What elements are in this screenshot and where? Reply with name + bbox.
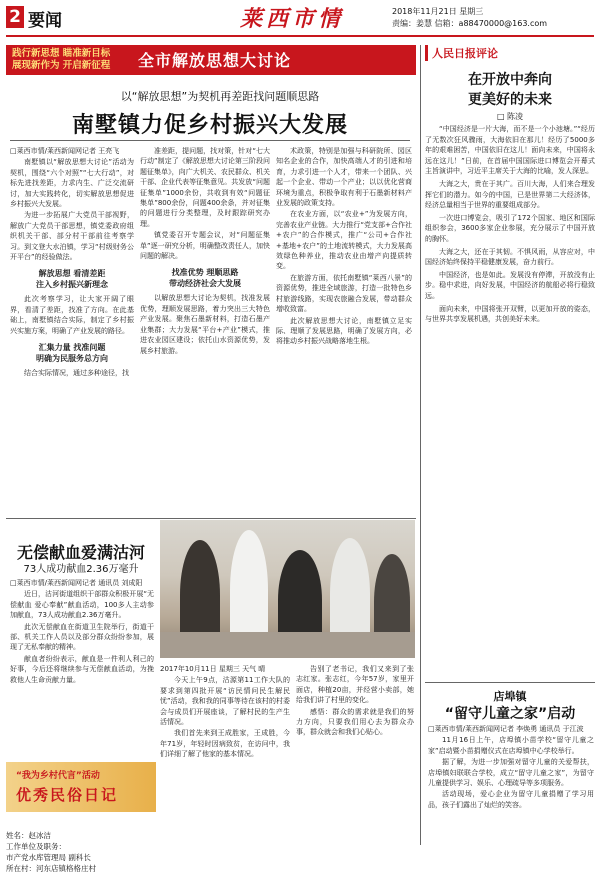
header-info [392,6,547,30]
diary-paragraph: 我们首先来到王成胜家，王成胜，今年71岁，年轻时因病致贫，在访问中，我们详细了解了他家的基本情况。 [160,729,290,759]
banner-slogan-line1: 践行新思想 瞄准新目标 [12,48,111,59]
article-paragraph: 此次解放思想大讨论，南墅镇立足实际、理顺了发展思路，明确了发展方向，必将推动乡村振兴战略落地生根。 [276,316,412,346]
story2-subheadline: 73人成功献血2.36万毫升 [23,564,139,575]
subhead-line: 注入乡村振兴新理念 [36,280,108,290]
story3-paragraph: 据了解，为进一步加强对留守儿童的关爱帮扶，店埠镇妇联联合学校，成立“留守儿童之家”，为留守儿童提供学习、娱乐、心理疏导等多项服务。 [428,758,594,788]
story3-dateline: □莱西市情/莱西新闻网记者 李焕勇 通讯员 于江波 [428,725,584,733]
article-headline: 南墅镇力促乡村振兴大发展 [71,113,348,138]
article-paragraph: 以解放思想大讨论为契机，找准发展优势，理顺发展思路，着力突出三大特色产业发展。聚焦石墨新材料，打造石墨产业集群；大力发展“平台+产业”模式，推进农业园区建设；依托山水资源优势，发展乡村旅游。 [140,294,270,355]
article-paragraph: 为进一步拓展广大党员干部视野，解放广大党员干部思想，镇党委政府组织机关干部、部分村干部前往考察学习。到文登大水泊镇，学习“村级财务公开平台”的经验做法。 [10,211,134,262]
author-name: 姓名：赵冰洁 [6,831,51,840]
page-header [0,0,600,38]
diary-dateline: 2017年10月11日 星期三 天气 晴 [160,665,266,673]
diary-paragraph: 感悟：群众的需求就是我们的努力方向，只要我们用心去为群众办事，群众就会和我们心贴心。 [296,707,414,737]
story-divider [425,682,595,683]
story2-body [10,578,154,750]
article-paragraph: 准差距，提问题，找对策，针对“七大行动”制定了《解放思想大讨论第三阶段问题征集单》，向广大机关、农民群众、机关干部、企业代表等征集意见。共发放“问题征集单”1000余份，共收到有效“问题征集单”800余份，问题400余条，并对征集的问题进行分类整理，及时跟踪研究办理。 [140,147,270,228]
diary-promo-box [6,762,156,812]
author-info [6,830,156,874]
article-dateline: □莱西市情/莱西新闻网记者 王亮飞 [10,147,120,155]
story2-dateline: □莱西市情/莱西新闻网记者 通讯员 刘成阳 [10,579,143,587]
article-paragraph: 南墅镇以“解放思想大讨论”活动为契机，围绕“六个对照”“七大行动”，对标先进找差距，力求内生、广泛交流研讨，加大实践转化，切实解放思想促进乡村振兴大发展。 [10,158,134,209]
story3-headline: “留守儿童之家”启动 [444,706,576,722]
banner-title: 全市解放思想大讨论 [138,51,292,70]
page-number: 2 [6,6,24,28]
masthead: 莱西市情 [240,6,345,32]
article-paragraph: 此次考察学习，让大家开阔了眼界，看清了差距，找准了方向。在此基础上，南墅镇结合实际，制定了乡村振兴实施方案，明确了产业发展的路径。 [10,295,134,335]
commentary-column [425,45,595,325]
blood-donation-photo [160,520,415,658]
commentary-paragraph: 中国经济，也是如此。发展没有停滞，开放没有止步。稳中求进，向好发展，中国经济的航船必将行稳致远。 [425,270,595,300]
author-work: 市产党水库管理局 副科长 [6,853,91,862]
story2-headline: 无偿献血爱满沽河 [16,543,145,562]
subhead-line: 找准优势 理顺思路 [171,268,239,278]
story-divider [6,518,416,519]
article-paragraph: 在农业方面，以“农业+”为发展方向，完善农业产业链。大力推行“党支部+合作社+农户”的合作模式，推广“公司+合作社+基地+农户”的土地流转模式，大力发展高效绿色种养业，推动农业由增产向提质转变。 [276,210,412,271]
commentary-paragraph: 面向未来，中国将张开双臂，以更加开放的姿态，与世界共享发展机遇，共创美好未来。 [425,304,595,324]
banner-slogan [12,48,110,72]
article-column-3 [276,146,412,514]
campaign-banner [6,45,416,75]
header-rule [6,35,594,37]
subhead-line: 带动经济社会大发展 [169,279,241,289]
commentary-section-label: 人民日报评论 [425,45,595,61]
subhead-line: 汇集力量 找准问题 [38,343,106,353]
article-paragraph: 在旅游方面，依托南墅镇“莱西八景”的资源优势，推进全域旅游，打造一批特色乡村旅游线路，实现农旅融合发展，带动群众增收致富。 [276,273,412,314]
commentary-paragraph: “中国经济是一片大海，而不是一个小池塘。”“经历了无数次狂风骤雨，大海依旧在那儿！经历了5000多年的艰难困苦，中国依旧在这儿！面向未来，中国将永远在这儿！”日前，在首届中国国际进口博览会开幕式主旨演讲中，习近平主席关于大海的比喻，发人深思。 [425,125,595,176]
commentary-author: 陈凌 [507,112,524,121]
article-subhead [10,342,134,364]
article-paragraph: 结合实际情况，通过多种途径，找 [24,369,129,378]
story3-prefix: 店埠镇 [493,690,527,703]
article-column-1 [10,146,134,514]
promo-line2: 优秀民俗日记 [16,786,119,804]
photo-table [160,632,415,658]
story3-body [428,724,594,884]
column-divider [420,45,421,845]
story2-paragraph: 近日，沽河街道组织干部群众积极开展“无偿献血 爱心奉献”献血活动，100多人主动参加献血，73人成功献血2.36万毫升。 [10,590,154,620]
commentary-paragraph: 大海之大，还在于其韧。不惧风雨，从容应对，中国经济始终保持平稳健康发展，奋力前行。 [425,247,595,267]
editor-contact: 责编：姜慧 信箱：a88470000@163.com [392,19,548,28]
article-paragraph: 术政策，特别是加强与科研院所、园区知名企业的合作，加快高端人才的引进和培育，力求引进一个人才，带来一个团队、兴起一个企业、带动一个产业；以以优化营商环境为重点，积极争取有利于石墨新材料产业发展的政策支持。 [276,147,412,208]
diary-paragraph: 今天上午9点，沽源第11工作大队的要求到第四批开展“访民情问民生解民忧”活动，我和我的同事等待在该村的村委会与成员们开展座谈，了解村民的生产生活情况。 [160,676,290,727]
issue-date: 2018年11月21日 星期三 [392,7,484,16]
section-title: 要闻 [28,11,62,31]
story2-paragraph: 献血者纷纷表示，献血是一件利人利己的好事，今后还将继续参与无偿献血活动，为挽救他人生命贡献力量。 [10,654,154,684]
commentary-paragraph: 一次进口博览会，吸引了172个国家、地区和国际组织参会，3600多家企业参展，充分展示了中国开放的胸怀。 [425,213,595,243]
commentary-title-line2: 更美好的未来 [468,92,552,108]
article-subhead [10,268,134,290]
commentary-paragraph: 大海之大，贵在于其广。百川大海，人们来合理发挥它们的潜力。如今的中国，已是世界第二大经济体，经济总量相当于世界的重要组成部分。 [425,179,595,210]
story3-paragraph: 活动现场，爱心企业为留守儿童捐赠了学习用品，孩子们露出了灿烂的笑容。 [428,790,594,809]
commentary-title-line1: 在开放中奔向 [468,72,552,88]
headline-rule [10,140,410,141]
diary-column-1 [160,664,290,814]
article-kicker: 以“解放思想”为契机再差距找问题顺思路 [120,90,320,103]
story2-paragraph: 此次无偿献血在街道卫生院举行，街道干部、机关工作人员以及部分群众纷纷参加，展现了无私奉献的精神。 [10,622,154,652]
article-subhead [140,267,270,289]
story3-paragraph: 11月16日上午，店埠镇小苗学校“留守儿童之家”启动暨小苗捐赠仪式在店埠镇中心学校举行。 [428,736,594,755]
banner-slogan-line2: 展现新作为 开启新征程 [12,60,111,71]
author-work-label: 工作单位及职务： [6,842,66,851]
promo-line1: “我为乡村代言”活动 [16,771,100,781]
subhead-line: 解放思想 看清差距 [38,269,106,279]
article-paragraph: 镇党委召开专题会议，对“问题征集单”逐一研究分析，明确整改责任人，加快问题的解决。 [140,231,270,261]
subhead-line: 明确为民服务总方向 [36,354,108,364]
author-village: 所在村：河东店镇格格庄村 [6,864,96,873]
article-column-2 [140,146,270,514]
commentary-byline: □ 陈凌 [496,112,524,121]
diary-column-2 [296,664,414,814]
diary-paragraph: 告别了老书记，我们又来到了张志红家。张志红，今年57岁，家里开面店，种植20亩，并经营小卖部，她给我们讲了村里的变化。 [296,665,414,705]
